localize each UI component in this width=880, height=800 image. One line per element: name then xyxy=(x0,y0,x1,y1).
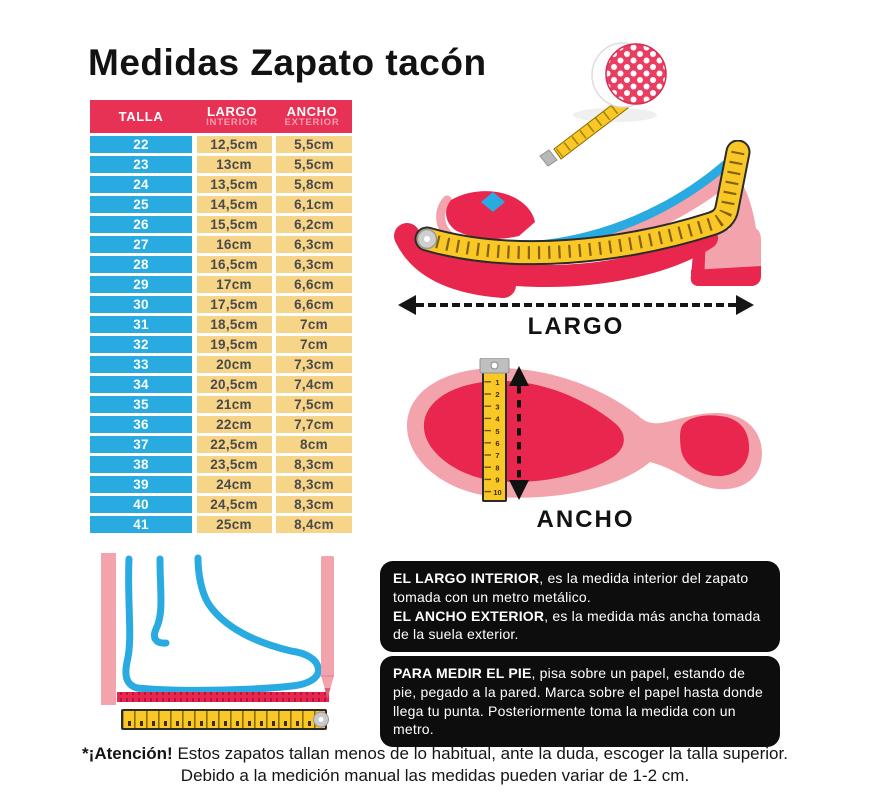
largo-cell: 17cm xyxy=(197,276,272,293)
table-row xyxy=(90,176,352,193)
ancho-cell: 8,3cm xyxy=(276,476,352,493)
talla-cell: 37 xyxy=(90,436,192,453)
table-row xyxy=(90,456,352,473)
ancho-cell: 5,8cm xyxy=(276,176,352,193)
largo-cell: 18,5cm xyxy=(197,316,272,333)
largo-cell: 20cm xyxy=(197,356,272,373)
desc-para-medir: , pisa sobre un papel, estando de pie, pegado a la pared. Marca sobre el papel hasta donde llega tu punta. Posteriormente toma la medida con un metro. xyxy=(393,665,764,738)
ancho-label: ANCHO xyxy=(536,506,635,533)
attention-label: *¡Atención! xyxy=(82,744,173,763)
table-row xyxy=(90,356,352,373)
table-row xyxy=(90,436,352,453)
ancho-cell: 6,3cm xyxy=(276,236,352,253)
largo-cell: 17,5cm xyxy=(197,296,272,313)
page-title xyxy=(88,42,487,84)
largo-cell: 19,5cm xyxy=(197,336,272,353)
tape-number: 2 xyxy=(495,390,500,400)
ancho-cell: 8cm xyxy=(276,436,352,453)
column-subheader-exterior: EXTERIOR xyxy=(284,117,340,129)
largo-cell: 14,5cm xyxy=(197,196,272,213)
ruler-bar xyxy=(117,692,329,702)
talla-cell: 38 xyxy=(90,456,192,473)
ancho-exterior-definition xyxy=(393,607,767,645)
table-row xyxy=(90,336,352,353)
foot-tape-rivet-hole xyxy=(319,717,324,722)
table-row xyxy=(90,236,352,253)
ancho-cell: 7cm xyxy=(276,336,352,353)
foot-outline xyxy=(126,558,319,690)
largo-cell: 23,5cm xyxy=(197,456,272,473)
footer-note xyxy=(0,743,870,788)
wall-bar xyxy=(101,553,116,705)
talla-cell: 35 xyxy=(90,396,192,413)
ancho-cell: 7,5cm xyxy=(276,396,352,413)
ancho-cell: 8,4cm xyxy=(276,516,352,533)
column-header-ancho: ANCHO EXTERIOR xyxy=(272,105,352,129)
table-row xyxy=(90,476,352,493)
ankle-line xyxy=(154,559,166,643)
sole-measuring-tape xyxy=(480,358,509,502)
table-row xyxy=(90,376,352,393)
desc-ancho-exterior: , es la medida más ancha tomada de la suela exterior. xyxy=(393,607,761,643)
footer-line-1-text: Estos zapatos tallan menos de lo habitual, ante la duda, escoger la talla superior. xyxy=(172,744,788,763)
largo-cell: 24,5cm xyxy=(197,496,272,513)
roll-face-polka xyxy=(606,44,666,104)
table-row xyxy=(90,496,352,513)
talla-cell: 27 xyxy=(90,236,192,253)
foot-measuring-illustration xyxy=(88,545,380,740)
arrow-left-head xyxy=(398,295,416,315)
talla-cell: 41 xyxy=(90,516,192,533)
table-row xyxy=(90,316,352,333)
sole-tape-clip-hole xyxy=(491,362,498,369)
talla-cell: 31 xyxy=(90,316,192,333)
foot-measuring-tape xyxy=(121,709,329,730)
column-header-largo: LARGO INTERIOR xyxy=(192,105,272,129)
table-row xyxy=(90,296,352,313)
ancho-cell: 7cm xyxy=(276,316,352,333)
largo-cell: 16,5cm xyxy=(197,256,272,273)
title-emphasis: Zapato tacón xyxy=(250,42,487,83)
tape-number: 7 xyxy=(495,451,500,461)
size-table-body xyxy=(90,136,352,536)
size-table-header xyxy=(90,100,352,133)
column-header-talla: TALLA xyxy=(118,108,164,124)
talla-cell: 40 xyxy=(90,496,192,513)
ancho-cell: 6,1cm xyxy=(276,196,352,213)
term-para-medir: PARA MEDIR EL PIE xyxy=(393,665,532,681)
table-row xyxy=(90,136,352,153)
tape-number: 6 xyxy=(495,439,500,448)
term-ancho-exterior: EL ANCHO EXTERIOR xyxy=(393,607,545,624)
title-prefix: Medidas xyxy=(88,42,251,83)
ancho-cell: 7,4cm xyxy=(276,376,352,393)
ancho-cell: 8,3cm xyxy=(276,456,352,473)
talla-cell: 32 xyxy=(90,336,192,353)
talla-cell: 22 xyxy=(90,136,192,153)
ancho-cell: 6,3cm xyxy=(276,256,352,273)
table-row xyxy=(90,256,352,273)
largo-label: LARGO xyxy=(527,313,625,340)
largo-dimension-arrow xyxy=(404,303,748,307)
sole-illustration xyxy=(398,358,773,508)
tape-number: 10 xyxy=(493,487,502,497)
largo-cell: 13,5cm xyxy=(197,176,272,193)
talla-cell: 24 xyxy=(90,176,192,193)
talla-cell: 33 xyxy=(90,356,192,373)
talla-cell: 34 xyxy=(90,376,192,393)
largo-cell: 21cm xyxy=(197,396,272,413)
ancho-cell: 7,7cm xyxy=(276,416,352,433)
footer-line-1 xyxy=(0,743,870,765)
talla-cell: 25 xyxy=(90,196,192,213)
pencil xyxy=(321,556,334,698)
ancho-cell: 6,6cm xyxy=(276,296,352,313)
talla-cell: 30 xyxy=(90,296,192,313)
footer-line-2: Debido a la medición manual las medidas pueden variar de 1-2 cm. xyxy=(180,766,690,786)
largo-interior-definition xyxy=(393,569,767,607)
table-row xyxy=(90,516,352,533)
talla-cell: 26 xyxy=(90,216,192,233)
tape-number: 1 xyxy=(495,378,500,387)
desc-largo-interior: , es la medida interior del zapato tomada con un metro metálico. xyxy=(393,570,749,605)
column-subheader-interior: INTERIOR xyxy=(206,117,258,129)
ancho-cell: 8,3cm xyxy=(276,496,352,513)
tape-number: 4 xyxy=(495,414,500,424)
talla-cell: 23 xyxy=(90,156,192,173)
tape-number: 5 xyxy=(495,426,500,436)
talla-cell: 29 xyxy=(90,276,192,293)
tape-number: 8 xyxy=(495,463,500,473)
table-row xyxy=(90,156,352,173)
info-box-measures xyxy=(380,561,780,652)
table-row xyxy=(90,416,352,433)
talla-cell: 28 xyxy=(90,256,192,273)
largo-cell: 13cm xyxy=(197,156,272,173)
tape-number: 3 xyxy=(495,402,500,412)
ancho-cell: 6,2cm xyxy=(276,216,352,233)
ancho-cell: 5,5cm xyxy=(276,136,352,153)
ancho-cell: 6,6cm xyxy=(276,276,352,293)
largo-cell: 22,5cm xyxy=(197,436,272,453)
largo-cell: 25cm xyxy=(197,516,272,533)
largo-cell: 24cm xyxy=(197,476,272,493)
talla-cell: 39 xyxy=(90,476,192,493)
term-largo-interior: EL LARGO INTERIOR xyxy=(393,570,540,586)
ancho-cell: 5,5cm xyxy=(276,156,352,173)
table-row xyxy=(90,396,352,413)
arrow-right-head xyxy=(736,295,754,315)
table-row xyxy=(90,196,352,213)
info-box-measure-foot xyxy=(380,656,780,747)
ancho-cell: 7,3cm xyxy=(276,356,352,373)
largo-cell: 22cm xyxy=(197,416,272,433)
largo-cell: 15,5cm xyxy=(197,216,272,233)
tape-toe-rivet-hole xyxy=(424,236,430,242)
largo-cell: 12,5cm xyxy=(197,136,272,153)
talla-cell: 36 xyxy=(90,416,192,433)
table-row xyxy=(90,216,352,233)
largo-cell: 16cm xyxy=(197,236,272,253)
table-row xyxy=(90,276,352,293)
tape-number: 9 xyxy=(495,475,500,485)
largo-cell: 20,5cm xyxy=(197,376,272,393)
